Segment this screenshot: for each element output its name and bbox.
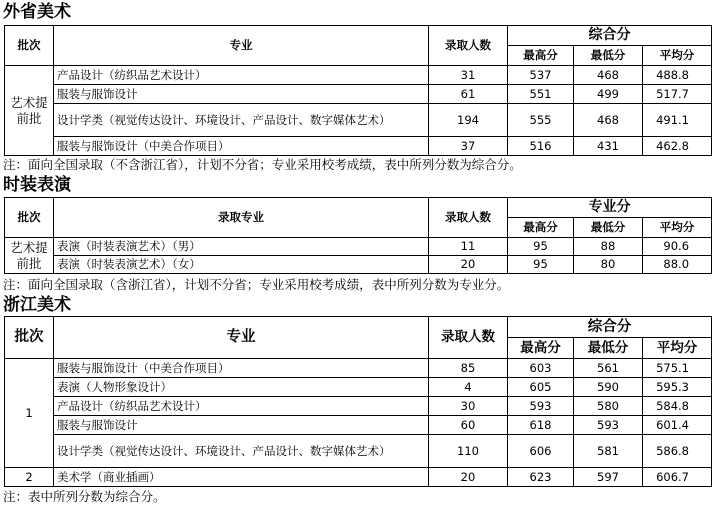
table-fashion-show — [4, 197, 712, 274]
count-cell: 60 — [429, 416, 508, 435]
max-cell: 95 — [508, 256, 574, 274]
max-cell: 551 — [508, 85, 574, 104]
header-min: 最低分 — [574, 218, 643, 238]
min-cell: 468 — [574, 104, 643, 137]
header-batch: 批次 — [5, 26, 54, 66]
min-cell: 597 — [574, 468, 643, 487]
max-cell: 95 — [508, 238, 574, 256]
header-score-group: 专业分 — [508, 198, 712, 218]
min-cell: 88 — [574, 238, 643, 256]
table-row — [5, 66, 712, 85]
count-cell: 194 — [429, 104, 508, 137]
major-cell: 服装与服饰设计 — [54, 85, 429, 104]
table-row — [5, 397, 712, 416]
note-fashion-show: 注：面向全国录取（含浙江省），计划不分省；专业采用校考成绩，表中所列分数为专业分。 — [3, 277, 510, 292]
table-row — [5, 468, 712, 487]
header-batch: 批次 — [5, 317, 54, 359]
header-major: 专业 — [54, 26, 429, 66]
avg-cell: 488.8 — [643, 66, 712, 85]
table-row — [5, 104, 712, 137]
count-cell: 31 — [429, 66, 508, 85]
min-cell: 590 — [574, 378, 643, 397]
table-row — [5, 85, 712, 104]
major-cell: 美术学（商业插画） — [54, 468, 429, 487]
header-min: 最低分 — [574, 338, 643, 359]
count-cell: 20 — [429, 256, 508, 274]
major-cell: 服装与服饰设计 — [54, 416, 429, 435]
header-avg: 平均分 — [643, 338, 712, 359]
batch-cell: 2 — [5, 468, 54, 487]
avg-cell: 595.3 — [643, 378, 712, 397]
batch-cell: 艺术提前批 — [5, 238, 54, 274]
max-cell: 555 — [508, 104, 574, 137]
avg-cell: 584.8 — [643, 397, 712, 416]
table-zhejiang-art — [4, 316, 712, 487]
major-cell: 服装与服饰设计（中美合作项目） — [54, 137, 429, 156]
table-row — [5, 256, 712, 274]
count-cell: 20 — [429, 468, 508, 487]
header-major: 录取专业 — [54, 198, 429, 238]
max-cell: 605 — [508, 378, 574, 397]
table-row — [5, 359, 712, 378]
note-zhejiang-art: 注：表中所列分数为综合分。 — [3, 489, 166, 504]
table-out-province-art — [4, 25, 712, 156]
header-avg: 平均分 — [643, 46, 712, 66]
header-max: 最高分 — [508, 338, 574, 359]
min-cell: 80 — [574, 256, 643, 274]
min-cell: 593 — [574, 416, 643, 435]
header-score-group: 综合分 — [508, 26, 712, 46]
major-cell: 产品设计（纺织品艺术设计） — [54, 66, 429, 85]
max-cell: 606 — [508, 435, 574, 468]
table-row — [5, 416, 712, 435]
avg-cell: 586.8 — [643, 435, 712, 468]
batch-cell: 1 — [5, 359, 54, 468]
avg-cell: 606.7 — [643, 468, 712, 487]
max-cell: 516 — [508, 137, 574, 156]
batch-cell: 艺术提前批 — [5, 66, 54, 156]
avg-cell: 491.1 — [643, 104, 712, 137]
min-cell: 561 — [574, 359, 643, 378]
section-title-zhejiang-art: 浙江美术 — [3, 295, 71, 315]
max-cell: 603 — [508, 359, 574, 378]
count-cell: 11 — [429, 238, 508, 256]
max-cell: 537 — [508, 66, 574, 85]
max-cell: 593 — [508, 397, 574, 416]
avg-cell: 575.1 — [643, 359, 712, 378]
section-title-out-province-art: 外省美术 — [3, 2, 71, 22]
header-major: 专业 — [54, 317, 429, 359]
min-cell: 431 — [574, 137, 643, 156]
count-cell: 37 — [429, 137, 508, 156]
count-cell: 110 — [429, 435, 508, 468]
major-cell: 设计学类（视觉传达设计、环境设计、产品设计、数字媒体艺术） — [54, 435, 429, 468]
major-cell: 表演（时装表演艺术）（男） — [54, 238, 429, 256]
count-cell: 85 — [429, 359, 508, 378]
avg-cell: 462.8 — [643, 137, 712, 156]
header-count: 录取人数 — [429, 26, 508, 66]
header-score-group: 综合分 — [508, 317, 712, 338]
count-cell: 30 — [429, 397, 508, 416]
table-row — [5, 137, 712, 156]
major-cell: 表演（人物形象设计） — [54, 378, 429, 397]
avg-cell: 88.0 — [643, 256, 712, 274]
header-max: 最高分 — [508, 218, 574, 238]
max-cell: 618 — [508, 416, 574, 435]
header-count: 录取人数 — [429, 198, 508, 238]
header-min: 最低分 — [574, 46, 643, 66]
max-cell: 623 — [508, 468, 574, 487]
avg-cell: 601.4 — [643, 416, 712, 435]
header-count: 录取人数 — [429, 317, 508, 359]
major-cell: 产品设计（纺织品艺术设计） — [54, 397, 429, 416]
table-row — [5, 435, 712, 468]
count-cell: 4 — [429, 378, 508, 397]
avg-cell: 90.6 — [643, 238, 712, 256]
header-batch: 批次 — [5, 198, 54, 238]
major-cell: 服装与服饰设计（中美合作项目） — [54, 359, 429, 378]
min-cell: 468 — [574, 66, 643, 85]
min-cell: 581 — [574, 435, 643, 468]
count-cell: 61 — [429, 85, 508, 104]
table-row — [5, 378, 712, 397]
min-cell: 580 — [574, 397, 643, 416]
section-title-fashion-show: 时装表演 — [3, 175, 71, 195]
table-row — [5, 238, 712, 256]
avg-cell: 517.7 — [643, 85, 712, 104]
min-cell: 499 — [574, 85, 643, 104]
header-max: 最高分 — [508, 46, 574, 66]
header-avg: 平均分 — [643, 218, 712, 238]
major-cell: 设计学类（视觉传达设计、环境设计、产品设计、数字媒体艺术） — [54, 104, 429, 137]
note-out-province-art: 注：面向全国录取（不含浙江省），计划不分省；专业采用校考成绩，表中所列分数为综合分。 — [3, 157, 522, 172]
major-cell: 表演（时装表演艺术）（女） — [54, 256, 429, 274]
